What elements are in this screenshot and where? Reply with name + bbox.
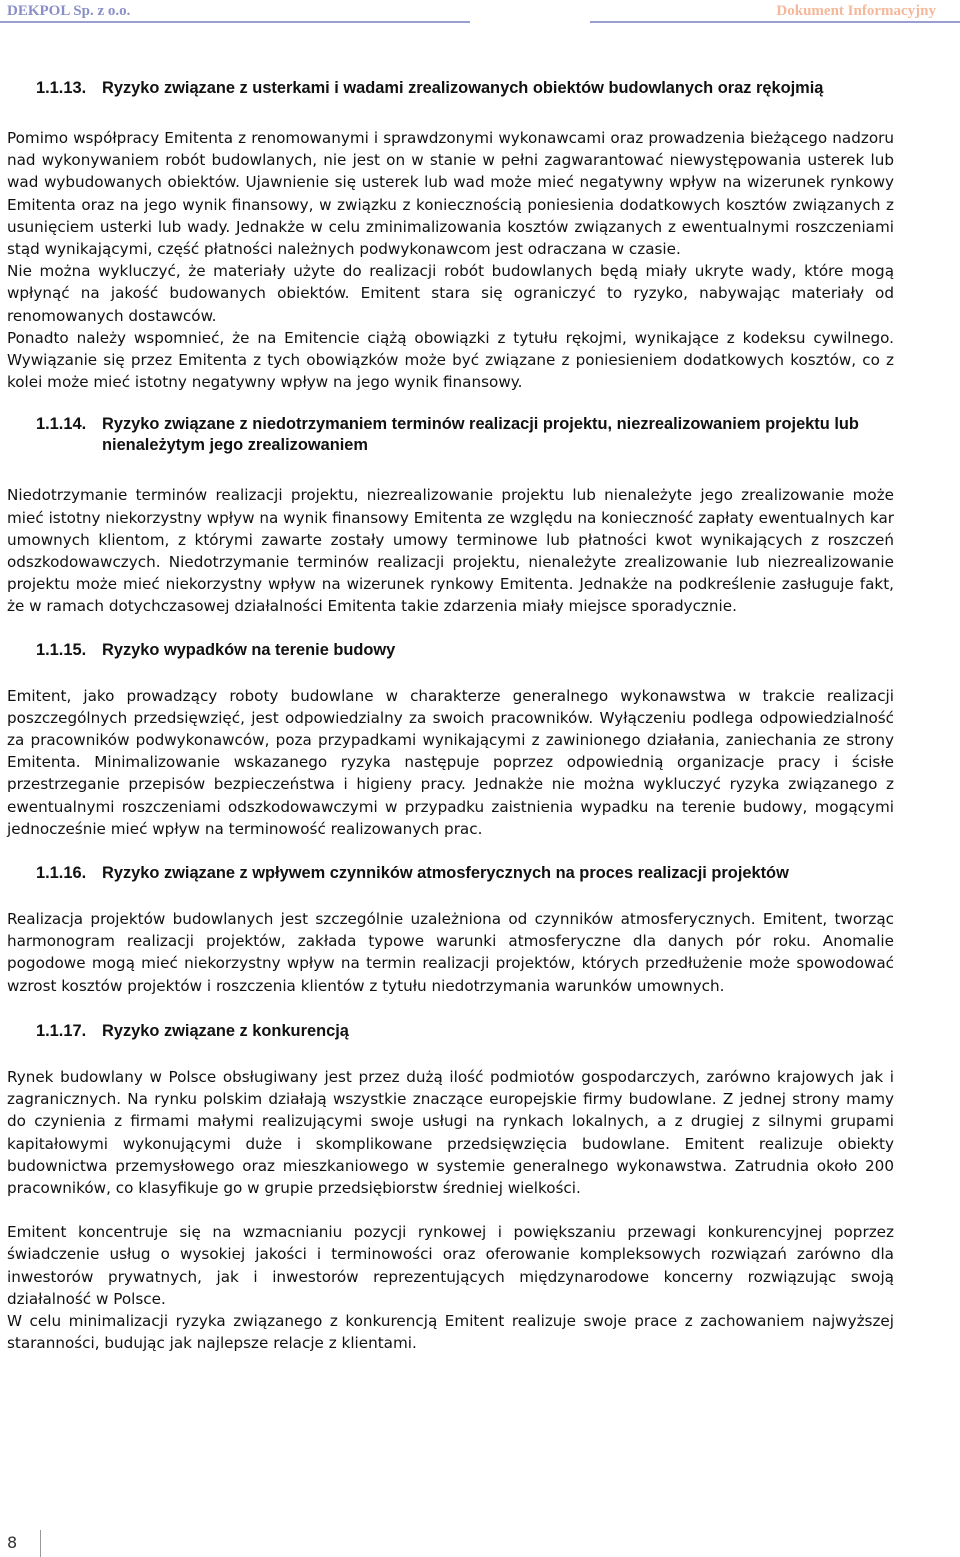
- paragraph: Emitent koncentruje się na wzmacnianiu pozycji rynkowej i powiększaniu przewagi konkurencyjnej poprzez świadczenie usług o wysokiej jakości i terminowości oraz oferowanie kompleksowych rozwiązań zarówno dla inwestorów prywatnych, jak i inwestorów reprezentujących międzynarodowe koncerny rozwiązując swoją działalność w Polsce.: [7, 1223, 894, 1308]
- section-number: 1.1.15.: [36, 640, 87, 659]
- section-number: 1.1.13.: [36, 79, 87, 97]
- company-name: DEKPOL Sp. z o.o.: [7, 3, 131, 19]
- document-body: [7, 78, 894, 1354]
- section-number: 1.1.14.: [36, 415, 87, 434]
- section-heading: [7, 414, 894, 456]
- paragraph: Realizacja projektów budowlanych jest szczególnie uzależniona od czynników atmosferycznych. Emitent, tworząc harmonogram realizacji projektów, zakłada typowe warunki atmosferyczne dla danych pór roku. Anomalie pogodowe mogą mieć niekorzystny wpływ na termin realizacji projektów, których przedłużenie może spowodować wzrost kosztów projektów i roszczenia klientów z tytułu niedotrzymania warunków umownych.: [7, 910, 894, 995]
- paragraph: Rynek budowlany w Polsce obsługiwany jest przez dużą ilość podmiotów gospodarczych, zarówno krajowych jak i zagranicznych. Na rynku polskim działają wszystkie znaczące europejskie firmy budowlane. Z jednej strony mamy do czynienia z firmami małymi realizującymi swoje usługi na rynkach lokalnych, a z drugiej z silnymi grupami kapitałowymi wykonującymi duże i skomplikowane przedsięwzięcia budowlane. Emitent realizuje obiekty budownictwa przemysłowego oraz mieszkaniowego w systemie generalnego wykonawstwa. Zatrudnia około 200 pracowników, co klasyfikuje go w grupie przedsiębiorstw średniej wielkości.: [7, 1067, 894, 1197]
- section-heading: [7, 863, 894, 884]
- section-title: Ryzyko związane z wpływem czynników atmosferycznych na proces realizacji projektów: [102, 864, 789, 883]
- section-number: 1.1.16.: [36, 864, 87, 883]
- paragraph: Ponadto należy wspomnieć, że na Emitencie ciążą obowiązki z tytułu rękojmi, wynikające z kodeksu cywilnego. Wywiązanie się przez Emitenta z tych obowiązków może być związane z poniesieniem dodatkowych kosztów, co z kolei może mieć istotny negatywny wpływ na jego wynik finansowy.: [7, 328, 894, 392]
- section-title: Ryzyko związane z konkurencją: [102, 1021, 349, 1040]
- page-header: [0, 0, 960, 26]
- paragraph: Pomimo współpracy Emitenta z renomowanymi i sprawdzonymi wykonawcami oraz prowadzenia bieżącego nadzoru nad wykonywaniem robót budowlanych, nie jest on w stanie w pełni zagwarantować niewystępowania usterek lub wad wybudowanych obiektów. Ujawnienie się usterek lub wad może mieć negatywny wpływ na wizerunek rynkowy Emitenta oraz na jego wynik finansowy, w związku z koniecznością poniesienia dodatkowych kosztów związanych z usunięciem usterki lub wady. Jednakże w celu zminimalizowania kosztów związanych z ewentualnymi roszczeniami stąd wynikającymi, część płatności należnych podwykonawcom jest odraczana w czasie.: [7, 129, 894, 259]
- section-title: Ryzyko związane z usterkami i wadami zrealizowanych obiektów budowlanych oraz rękojmią: [102, 79, 824, 97]
- paragraph: Emitent, jako prowadzący roboty budowlane w charakterze generalnego wykonawstwa w trakcie realizacji poszczególnych przedsięwzięć, jest odpowiedzialny za swoich pracowników. Wyłączeniu podlega odpowiedzialność za pracowników podwykonawców, poza przypadkami wynikającymi z zawinionego działania, zaniechania ze strony Emitenta. Minimalizowanie wskazanego ryzyka następuje poprzez odpowiednią organizacje pracy i ścisłe przestrzeganie przepisów bezpieczeństwa i higieny pracy. Jednakże nie można wykluczyć ryzyka związanego z ewentualnymi roszczeniami odszkodowawczymi w przypadku zaistnienia wypadku na terenie budowy, mogącymi jednocześnie mieć wpływ na terminowość realizowanych prac.: [7, 686, 894, 838]
- document-title: Dokument Informacyjny: [776, 3, 936, 19]
- section-heading: [7, 640, 894, 661]
- page-number: 8: [7, 1533, 18, 1552]
- section-title: Ryzyko związane z niedotrzymaniem terminów realizacji projektu, niezrealizowaniem projektu lub nienależytym jego zrealizowaniem: [102, 415, 859, 455]
- footer-rule: [40, 1530, 41, 1557]
- section-number: 1.1.17.: [36, 1021, 87, 1040]
- section-heading: [7, 1021, 894, 1042]
- paragraph: Nie można wykluczyć, że materiały użyte do realizacji robót budowlanych będą miały ukryte wady, które mogą wpłynąć na jakość budowanych obiektów. Emitent stara się ograniczyć to ryzyko, nabywając materiały od renomowanych dostawców.: [7, 262, 894, 325]
- section-heading: [7, 78, 894, 99]
- paragraph: Niedotrzymanie terminów realizacji projektu, niezrealizowanie projektu lub nienależyte jego zrealizowanie może mieć istotny niekorzystny wpływ na wynik finansowy Emitenta ze względu na konieczność zapłaty ewentualnych kar umownych klientom, z którymi zawarte zostały umowy terminowe lub płatności kwot wynikających z roszczeń odszkodowawczych. Niedotrzymanie terminów realizacji projektu, nienależyte zrealizowanie lub niezrealizowanie projektu może mieć niekorzystny wpływ na wizerunek rynkowy Emitenta. Jednakże na podkreślenie zasługuje fakt, że w ramach dotychczasowej działalności Emitenta takie zdarzenia miały miejsce sporadycznie.: [7, 486, 894, 616]
- paragraph: W celu minimalizacji ryzyka związanego z konkurencją Emitent realizuje swoje prace z zachowaniem najwyższej staranności, budując jak najlepsze relacje z klientami.: [7, 1311, 894, 1353]
- section-title: Ryzyko wypadków na terenie budowy: [102, 640, 396, 659]
